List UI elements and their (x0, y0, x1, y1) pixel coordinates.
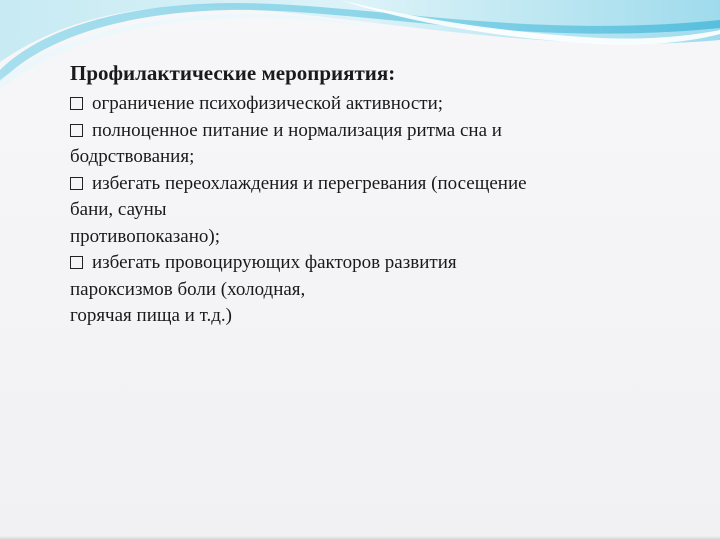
slide-content (70, 58, 690, 330)
list-item-text: бодрствования; (70, 146, 195, 167)
checkbox-square-icon (70, 256, 83, 269)
list-item-text: избегать переохлаждения и перегревания (посещение (92, 172, 527, 194)
list-item-text: противопоказано); (70, 225, 220, 247)
slide-title: Профилактические мероприятия: (70, 61, 396, 85)
list-item (70, 91, 690, 118)
list-item (70, 250, 690, 330)
list-item-text: ограничение психофизической активности; (92, 93, 444, 114)
checkbox-square-icon (70, 177, 83, 190)
list-item-text: бани, сауны (70, 199, 167, 220)
checkbox-square-icon (70, 124, 83, 137)
list-item-text: избегать провоцирующих факторов развития (92, 252, 457, 273)
list-item (70, 118, 690, 171)
bottom-edge-shadow (0, 536, 720, 540)
list-item-text: пароксизмов боли (холодная, (70, 278, 306, 300)
checkbox-square-icon (70, 97, 83, 110)
list-item-text: горячая пища и т.д.) (70, 305, 232, 326)
list-item (70, 171, 690, 251)
list-item-text: полноценное питание и нормализация ритма сна и (92, 119, 502, 141)
